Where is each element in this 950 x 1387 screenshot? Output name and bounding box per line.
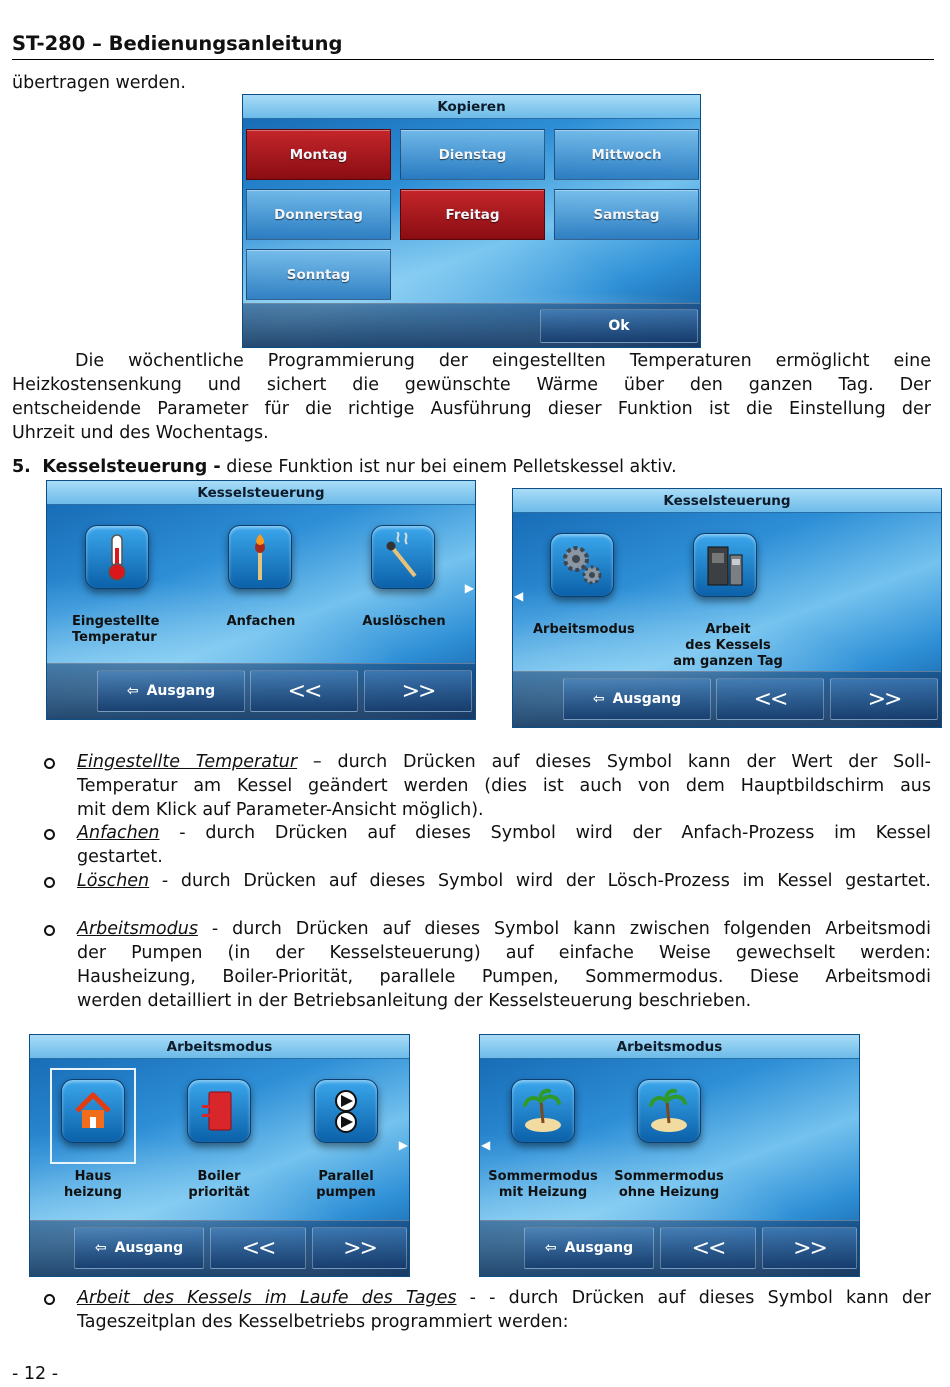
icon-label-ignite: Anfachen [226,614,296,629]
next-page-arrow-icon[interactable]: ▶ [464,581,474,595]
section-number: 5. [12,457,31,477]
exit-icon: ⇦ [592,691,605,707]
bullet-daily-work-line-2: Tageszeitplan des Kesselbetriebs programmiert werden: [77,1312,569,1332]
bullet-daily-work-line-1: Arbeit des Kessels im Laufe des Tages - - durch Drücken auf dieses Symbol kann der [77,1288,931,1308]
bullet-ignite-line-2: gestartet. [77,847,163,867]
icon-label-summer-with-heating: Sommermodus mit Heizung [488,1169,598,1200]
work-mode-screen-1-title: Arbeitsmodus [30,1035,409,1059]
section-title: Kesselsteuerung - [42,457,221,477]
gears-icon[interactable] [550,533,614,597]
bullet-ignite-line-1: Anfachen - durch Drücken auf dieses Symbol wird der Anfach-Prozess im Kessel [77,823,931,843]
prev-button[interactable]: << [210,1227,306,1269]
paragraph-line-2: Heizkostensenkung und sichert die gewünschte Wärme über den ganzen Tag. Der [12,375,931,395]
paragraph-line-1: Die wöchentliche Programmierung der eingestellten Temperaturen ermöglicht eine [75,351,931,371]
next-button[interactable]: >> [312,1227,407,1269]
boiler-control-screen-2 [512,488,942,728]
paragraph-line-3: entscheidende Parameter für die richtige Ausführung dieser Funktion ist die Einstellung der [12,399,931,419]
summer-island-icon[interactable] [511,1079,575,1143]
bullet-set-temperature-line-1: Eingestellte Temperatur – durch Drücken auf dieses Symbol kann der Wert der Soll- [77,752,931,772]
boiler-unit-icon[interactable] [693,533,757,597]
bullet-marker [44,829,55,840]
boiler-control-screen-1 [46,480,476,720]
exit-button[interactable]: ⇦ Ausgang [97,670,245,712]
match-icon[interactable] [228,525,292,589]
boiler-screen-2-title: Kesselsteuerung [513,489,941,513]
bullet-work-mode-line-2: der Pumpen (in der Kesselsteuerung) auf einfache Weise gewechselt werden: [77,943,931,963]
exit-icon: ⇦ [544,1240,557,1256]
icon-label-set-temperature: Eingestellte Temperatur [72,614,160,645]
icon-label-parallel-pumps: Parallel pumpen [316,1169,376,1200]
bullet-set-temperature-line-3: mit dem Klick auf Parameter-Ansicht möglich). [77,800,484,820]
work-mode-screen-2 [479,1034,860,1277]
section-text: diese Funktion ist nur bei einem Pelletskessel aktiv. [220,457,677,477]
exit-icon: ⇦ [94,1240,107,1256]
section-5-heading [12,455,677,479]
day-button-sunday[interactable]: Sonntag [246,249,391,300]
boiler-screen-2-nav-bar [513,671,941,727]
work-mode-screen-1 [29,1034,410,1277]
next-button[interactable]: >> [830,678,938,720]
copy-screen [242,94,701,348]
bullet-set-temperature-line-2: Temperatur am Kessel geändert werden (dies ist auch von dem Hauptbildschirm aus [77,776,931,796]
prev-page-arrow-icon[interactable]: ◀ [481,1138,491,1152]
day-button-saturday[interactable]: Samstag [554,189,699,240]
intro-line: übertragen werden. [12,73,186,93]
bullet-work-mode-line-4: werden detailliert in der Betriebsanleitung der Kesselsteuerung beschrieben. [77,991,752,1011]
bullet-extinguish-line-1: Löschen - durch Drücken auf dieses Symbol wird der Lösch-Prozess im Kessel gestartet. [77,871,931,891]
parallel-pumps-icon[interactable] [314,1079,378,1143]
icon-label-work-mode: Arbeitsmodus [533,622,635,637]
icon-label-house-heating: Haus heizung [64,1169,122,1200]
exit-button[interactable]: ⇦ Ausgang [74,1227,204,1269]
exit-icon: ⇦ [126,683,139,699]
bullet-marker [44,1294,55,1305]
day-button-friday[interactable]: Freitag [400,189,545,240]
work-mode-screen-2-title: Arbeitsmodus [480,1035,859,1059]
prev-button[interactable]: << [716,678,824,720]
extinguished-match-icon[interactable] [371,525,435,589]
copy-screen-title: Kopieren [243,95,700,119]
icon-label-summer-without-heating: Sommermodus ohne Heizung [614,1169,724,1200]
bullet-marker [44,877,55,888]
work-mode-screen-2-nav-bar [480,1220,859,1276]
paragraph-line-4: Uhrzeit und des Wochentags. [12,423,269,443]
copy-screen-bottom-bar [243,303,700,347]
day-button-wednesday[interactable]: Mittwoch [554,129,699,180]
day-button-tuesday[interactable]: Dienstag [400,129,545,180]
exit-button[interactable]: ⇦ Ausgang [524,1227,654,1269]
icon-label-extinguish: Auslöschen [362,614,446,629]
house-icon[interactable] [61,1079,125,1143]
boiler-tank-icon[interactable] [187,1079,251,1143]
summer-island-icon[interactable] [637,1079,701,1143]
prev-page-arrow-icon[interactable]: ◀ [514,589,524,603]
bullet-marker [44,758,55,769]
prev-button[interactable]: << [250,670,358,712]
ok-button[interactable]: Ok [540,309,698,343]
page-number: - 12 - [12,1364,59,1384]
icon-label-boiler-daily: Arbeit des Kessels am ganzen Tag [673,622,783,669]
bullet-work-mode-line-1: Arbeitsmodus - durch Drücken auf dieses Symbol kann zwischen folgenden Arbeitsmodi [77,919,931,939]
prev-button[interactable]: << [660,1227,756,1269]
next-button[interactable]: >> [364,670,472,712]
boiler-screen-1-title: Kesselsteuerung [47,481,475,505]
boiler-screen-1-nav-bar [47,663,475,719]
bullet-work-mode-line-3: Hausheizung, Boiler-Priorität, parallele Pumpen, Sommermodus. Diese Arbeitsmodi [77,967,931,987]
day-button-monday[interactable]: Montag [246,129,391,180]
work-mode-screen-1-nav-bar [30,1220,409,1276]
bullet-marker [44,925,55,936]
icon-label-boiler-priority: Boiler priorität [188,1169,250,1200]
next-button[interactable]: >> [762,1227,857,1269]
next-page-arrow-icon[interactable]: ▶ [398,1138,408,1152]
page-header: ST-280 – Bedienungsanleitung [12,32,934,60]
exit-button[interactable]: ⇦ Ausgang [563,678,711,720]
thermometer-icon[interactable] [85,525,149,589]
day-button-thursday[interactable]: Donnerstag [246,189,391,240]
